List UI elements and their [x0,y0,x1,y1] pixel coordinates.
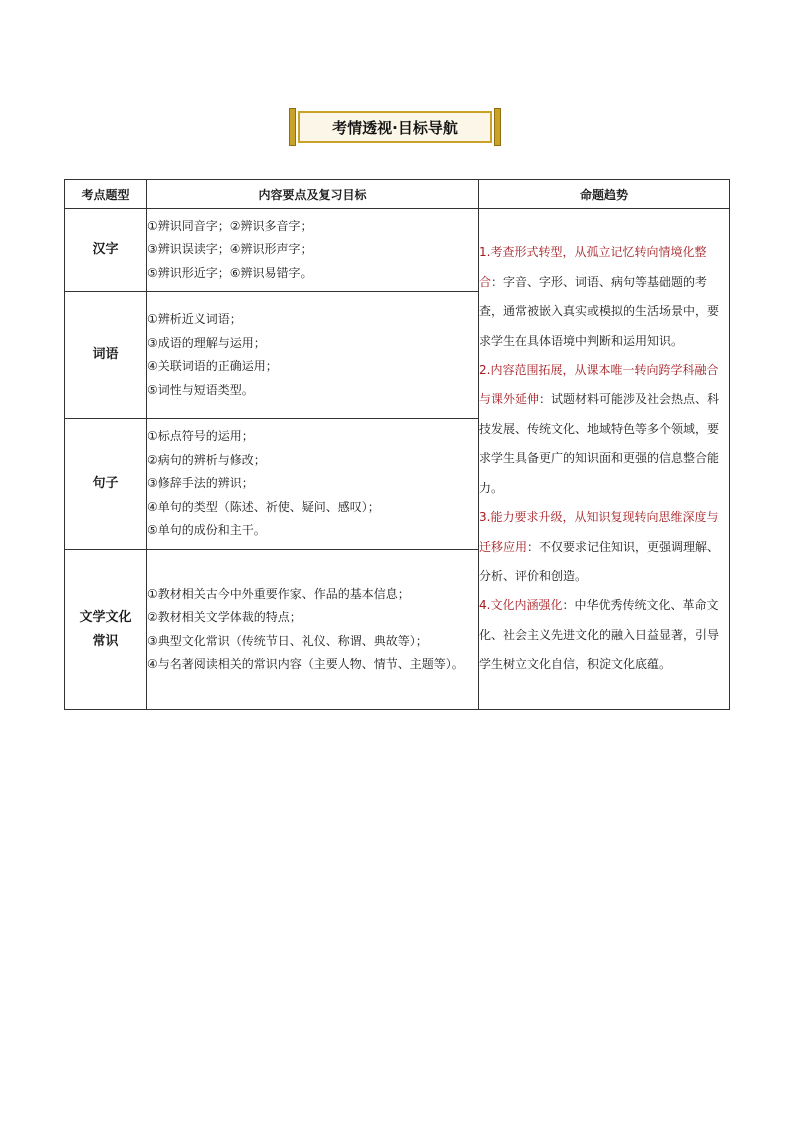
table-row [65,209,730,292]
list-item: ①辨析近义词语； [147,312,242,326]
header-category: 考点题型 [65,180,147,209]
page-title: 考情透视·目标导航 [298,111,492,143]
list-item: ⑤词性与短语类型。 [147,382,254,397]
trend-item: 1.考查形式转型，从孤立记忆转向情境化整合：字音、字形、词语、病句等基础题的考查，通常被嵌入真实或模拟的生活场景中，要求学生在具体语境中判断和运用知识。 [479,245,720,348]
list-item: ①教材相关古今中外重要作家、作品的基本信息； [147,586,410,601]
trend-highlight: 考查形式转型，从孤立记忆转向情境化整合 [479,245,707,289]
category-line: 常识 [92,633,119,649]
exam-overview-table [64,179,730,710]
list-item: ③典型文化常识（传统节日、礼仪、称谓、典故等）； [147,633,428,648]
trend-highlight: 能力要求升级，从知识复现转向思维深度与迁移应用 [479,510,719,554]
list-item: ②教材相关文学体裁的特点； [147,610,302,624]
trend-text: ：试题材料可能涉及社会热点、科技发展、传统文化、地域特色等多个领域，要求学生具备更广的知识面和更强的信息整合能力。 [479,392,720,495]
list-item: ③修辞手法的辨识； [147,476,254,491]
list-item: ④关联词语的正确运用； [147,359,278,373]
category-cell: 汉字 [65,209,147,292]
list-item: ①辨识同音字；②辨识多音字； [147,218,313,233]
content-cell [147,209,479,292]
trend-text: ：不仅要求记住知识，更强调理解、分析、评价和创造。 [479,539,720,583]
trend-cell [479,209,730,710]
banner-left-cap [289,108,296,146]
banner-right-cap [494,108,501,146]
category-line: 文学文化 [79,609,132,625]
table-header-row [65,180,730,209]
category-cell: 句子 [65,419,147,550]
content-cell [147,550,479,710]
list-item: ④单句的类型（陈述、祈使、疑问、感叹）； [147,499,380,514]
title-banner [289,108,501,146]
trend-highlight: 内容范围拓展，从课本唯一转向跨学科融合与课外延伸 [479,363,719,407]
trend-text: ：中华优秀传统文化、革命文化、社会主义先进文化的融入日益显著，引导学生树立文化自信，积淀文化底蕴。 [479,598,720,672]
list-item: ⑤单句的成份和主干。 [147,523,266,538]
content-cell [147,292,479,419]
trend-text: ：字音、字形、词语、病句等基础题的考查，通常被嵌入真实或模拟的生活场景中，要求学生在具体语境中判断和运用知识。 [479,274,720,348]
list-item: ③辨识误读字；④辨识形声字； [147,242,313,257]
header-trend: 命题趋势 [479,180,730,209]
trend-item: 4.文化内涵强化：中华优秀传统文化、革命文化、社会主义先进文化的融入日益显著，引导学生树立文化自信，积淀文化底蕴。 [479,598,720,672]
list-item: ②病句的辨析与修改； [147,452,266,467]
list-item: ③成语的理解与运用； [147,335,266,350]
trend-highlight: 文化内涵强化 [490,598,563,613]
category-cell: 词语 [65,292,147,419]
trend-item: 3.能力要求升级，从知识复现转向思维深度与迁移应用：不仅要求记住知识，更强调理解、分析、评价和创造。 [479,510,720,583]
list-item: ④与名著阅读相关的常识内容（主要人物、情节、主题等）。 [147,657,464,671]
list-item: ⑤辨识形近字；⑥辨识易错字。 [147,265,313,280]
content-cell [147,419,479,550]
trend-item: 2.内容范围拓展，从课本唯一转向跨学科融合与课外延伸：试题材料可能涉及社会热点、科技发展、传统文化、地域特色等多个领域，要求学生具备更广的知识面和更强的信息整合能力。 [479,363,720,495]
list-item: ①标点符号的运用； [147,429,254,444]
category-cell [65,550,147,710]
header-content: 内容要点及复习目标 [147,180,479,209]
